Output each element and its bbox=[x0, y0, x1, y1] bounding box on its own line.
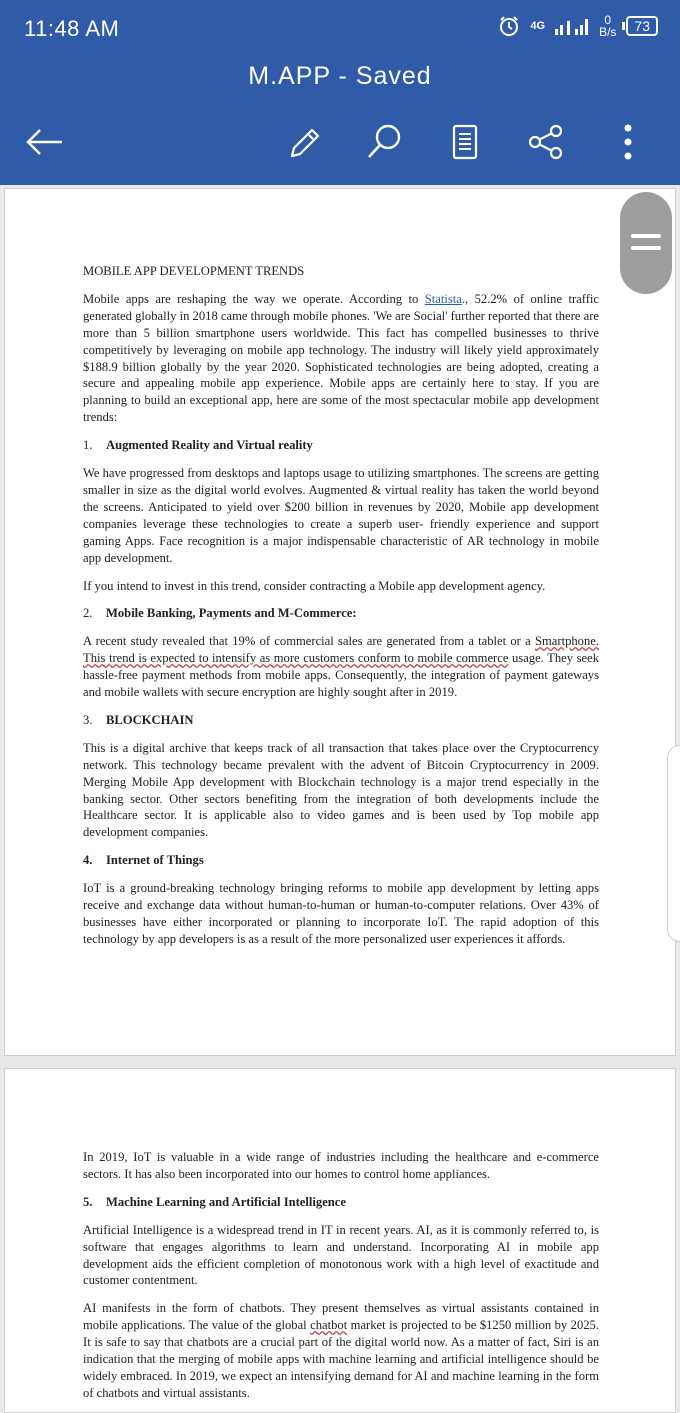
document-page-1[interactable] bbox=[4, 188, 676, 1056]
section-5-text-a: AI manifests in the form of chatbots. They present themselves as virtual assistants contained in mobile applications. The value of the global bbox=[83, 1301, 599, 1333]
section-title-1: Augmented Reality and Virtual reality bbox=[106, 438, 313, 453]
section-2-text-b: usage. They seek hassle-free payment methods from mobile apps. Consequently, the integration of payment gateways and mobile wallets with secure encryption are highly sought after in 2019. bbox=[83, 651, 599, 700]
section-heading-2 bbox=[83, 605, 599, 622]
back-button[interactable] bbox=[22, 120, 66, 164]
data-speed bbox=[599, 14, 616, 38]
document-title: M.APP - Saved bbox=[248, 62, 432, 90]
document-heading: MOBILE APP DEVELOPMENT TRENDS bbox=[83, 264, 305, 278]
app-bar bbox=[0, 0, 680, 185]
pen-icon bbox=[284, 122, 324, 162]
section-2-paragraph bbox=[83, 633, 599, 701]
chatbot-flagged-word: chatbot bbox=[310, 1318, 348, 1333]
section-number-2: 2. bbox=[83, 606, 93, 621]
network-type: 4G bbox=[530, 20, 546, 32]
share-icon bbox=[526, 122, 566, 162]
back-arrow-icon bbox=[24, 127, 64, 157]
section-heading-4 bbox=[83, 852, 599, 869]
section-number-4: 4. bbox=[83, 853, 93, 868]
status-icons bbox=[498, 14, 658, 38]
statista-link[interactable]: Statista bbox=[424, 291, 462, 306]
section-5-text-b: market is projected to be $1250 million by 2025. It is safe to say that chatbots are a crucial part of the digital world now. As a matter of fact, Siri is an indication that the merging of mobile apps with machine learning and artificial intelligence should be widely embraced. In 2019, we expect an intensifying demand for AI and machine learning in the form of chatbots and virtual assistants. bbox=[83, 1318, 599, 1400]
section-heading-3 bbox=[83, 712, 599, 729]
page-2-content bbox=[83, 1149, 599, 1413]
section-1-paragraph-2: If you intend to invest in this trend, consider contracting a Mobile app development agency. bbox=[83, 578, 546, 593]
section-title-2: Mobile Banking, Payments and M-Commerce: bbox=[106, 606, 357, 621]
more-icon bbox=[622, 122, 634, 162]
section-heading-1 bbox=[83, 437, 599, 454]
share-button[interactable] bbox=[524, 120, 568, 164]
intro-text-a: Mobile apps are reshaping the way we operate. According to bbox=[83, 291, 425, 306]
intro-paragraph bbox=[83, 291, 599, 426]
section-2-text-a: A recent study revealed that 19% of commercial sales are generated from a tablet or a bbox=[83, 634, 535, 649]
reading-view-button[interactable] bbox=[443, 120, 487, 164]
toolbar bbox=[0, 110, 680, 170]
data-speed-unit: B/s bbox=[599, 25, 617, 39]
section-5-paragraph: Artificial Intelligence is a widespread trend in IT in recent years. AI, as it is commonly referred to, is software that engages algorithms to learn and understand. Incorporating AI in mobile app development aids the efficient completion of monotonous work with a high level of exactitude and customer contentment. bbox=[83, 1222, 599, 1288]
edit-button[interactable] bbox=[282, 120, 326, 164]
battery-icon: 73 bbox=[626, 16, 658, 36]
section-2-text-flagged: Smartphone. This trend is expected to intensify as more customers conform to mobile commerce bbox=[83, 634, 599, 666]
status-bar bbox=[0, 0, 680, 60]
section-number-5: 5. bbox=[83, 1194, 93, 1209]
section-number-3: 3. bbox=[83, 712, 93, 727]
section-heading-5 bbox=[83, 1194, 599, 1211]
scroll-handle[interactable] bbox=[620, 192, 672, 294]
section-title-5: Machine Learning and Artificial Intelligence bbox=[106, 1194, 346, 1209]
section-title-3: BLOCKCHAIN bbox=[106, 712, 194, 727]
search-icon bbox=[364, 122, 404, 162]
intro-text-b: ., 52.2% of online traffic generated globally in 2018 came through mobile phones. 'We are Social' further reported that there are more than 5 billion smartphone users worldwide. This fact has compelled businesses to thrive competitively by leveraging on mobile app technology. The industry will likely yield approximately $188.9 billion globally by the year 2020. Sophisticated technologies are being adopted, creating a secure and appealing mobile app experience. Mobile apps are certainly here to stay. If you are planning to build an exceptional app, here are some of the most spectacular mobile app development trends: bbox=[83, 291, 600, 425]
section-title-4: Internet of Things bbox=[106, 853, 204, 868]
status-time: 11:48 AM bbox=[24, 16, 120, 41]
section-3-paragraph: This is a digital archive that keeps track of all transaction that takes place over the Cryptocurrency network. This technology became prevalent with the advent of Bitcoin Cryptocurrency in 2009. Merging Mobile App development with Blockchain technology is a major trend especially in the banking sector. Other sectors benefiting from the integration of both developments include the Healthcare sector. It is applicable also to video games and is been used by Top mobile app development companies. bbox=[83, 740, 599, 840]
section-4-paragraph: IoT is a ground-breaking technology bringing reforms to mobile app development by letting apps receive and exchange data without human-to-human or human-to-computer relations. Over 43% of businesses have either incorporated or planning to incorporate IoT. The rapid adoption of this technology by app developers is as a result of the more personalized user experiences it affords. bbox=[83, 881, 599, 946]
reading-view-icon bbox=[450, 122, 480, 162]
page-2-paragraph-1: In 2019, IoT is valuable in a wide range of industries including the healthcare and e-commerce sectors. It has also been incorporated into our homes to control home appliances. bbox=[83, 1150, 599, 1181]
page-1-content bbox=[83, 263, 599, 959]
section-number-1: 1. bbox=[83, 438, 93, 453]
document-page-2[interactable] bbox=[4, 1068, 676, 1413]
section-1-paragraph: We have progressed from desktops and laptops usage to utilizing smartphones. The screens are getting smaller in size as the digital world evolves. Augmented & virtual reality has taken the world beyond the screens. Anticipated to yield over $200 billion in revenues by 2020, Mobile app development companies leverage these technologies to create a superb user- friendly experience and support gaming Apps. Face recognition is a major indispensable characteristic of AR technology in mobile app development. bbox=[83, 466, 600, 565]
section-5-paragraph-2 bbox=[83, 1300, 599, 1401]
data-speed-value: 0 bbox=[604, 13, 612, 27]
signal-icon bbox=[555, 17, 589, 35]
alarm-icon bbox=[498, 15, 520, 37]
edge-panel-handle[interactable] bbox=[667, 745, 680, 942]
more-options-button[interactable] bbox=[606, 120, 650, 164]
search-button[interactable] bbox=[362, 120, 406, 164]
